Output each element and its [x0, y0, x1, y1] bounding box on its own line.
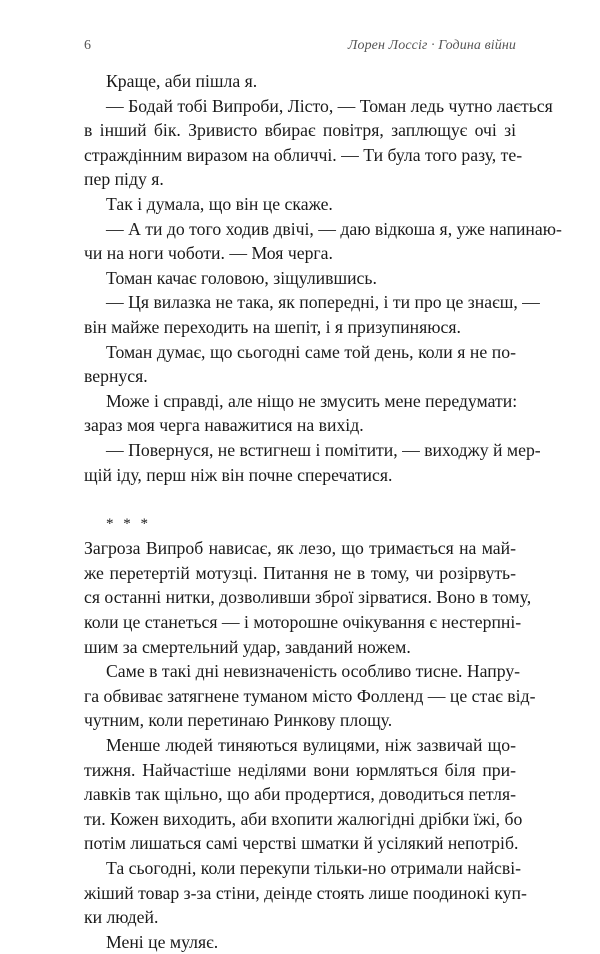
paragraph — [84, 438, 541, 487]
text-line: шим за смертельний удар, завданий ножем. — [84, 636, 411, 657]
text-line: зараз моя черга наважитися на вихід. — [84, 415, 364, 436]
paragraph — [84, 733, 523, 856]
text-line: тижня. Найчастіше неділями вони юрмляться біля при- — [84, 759, 516, 780]
text-line: Може і справді, але ніщо не змусить мене передумати: — [106, 390, 518, 411]
text-line: чи на ноги чоботи. — Моя черга. — [84, 243, 333, 264]
text-line: ки людей. — [84, 907, 159, 928]
paragraph — [84, 930, 516, 954]
text-line: страждінним виразом на обличчі. — Ти була того разу, те- — [84, 144, 523, 165]
text-line: лавків так щільно, що аби продертися, доводиться петля- — [84, 784, 516, 805]
text-line: — Повернуся, не встигнеш і помітити, — виходжу й мер- — [106, 439, 541, 460]
text-line: Томан качає головою, зіщулившись. — [106, 267, 377, 288]
paragraph — [84, 217, 562, 266]
text-line: ся останні нитки, дозволивши зброї зірватися. Воно в тому, — [84, 587, 532, 608]
page-number: 6 — [84, 38, 91, 53]
text-line: коли це станеться — і моторошне очікування є нестерпні- — [84, 612, 522, 633]
page-body — [84, 69, 562, 954]
text-line: Менше людей тиняються вулицями, ніж зазвичай що- — [106, 735, 516, 756]
text-line: вернуся. — [84, 366, 148, 387]
section-gap — [84, 487, 516, 512]
text-line: ти. Кожен виходить, аби вхопити жалюгідні дрібки їжі, бо — [84, 808, 523, 829]
text-line: чутним, коли перетинаю Ринкову площу. — [84, 710, 393, 731]
running-title: Лорен Лоссіг · Година війни — [347, 38, 516, 53]
text-line: жіший товар з-за стіни, деінде стоять лише поодинокі куп- — [84, 882, 527, 903]
paragraph — [84, 69, 516, 94]
text-after-separator — [84, 536, 536, 954]
text-line: Томан думає, що сьогодні саме той день, коли я не по- — [106, 341, 516, 362]
paragraph — [84, 856, 527, 930]
text-line: щій іду, перш ніж він почне сперечатися. — [84, 464, 393, 485]
paragraph — [84, 290, 540, 339]
text-line: — А ти до того ходив двічі, — даю відкоша я, уже напинаю- — [106, 218, 562, 239]
text-line: Загроза Випроб нависає, як лезо, що тримається на май- — [84, 538, 516, 559]
text-line: він майже переходить на шепіт, і я призупиняюся. — [84, 316, 461, 337]
paragraph — [84, 192, 516, 217]
paragraph — [84, 536, 532, 659]
text-line: Саме в такі дні невизначеність особливо тисне. Напру- — [106, 661, 521, 682]
section-separator: * * * — [106, 515, 151, 532]
text-before-separator — [84, 69, 562, 487]
text-line: — Бодай тобі Випроби, Лісто, — Томан ледь чутно лається — [106, 95, 553, 116]
paragraph — [84, 389, 516, 438]
text-line: — Ця вилазка не така, як попередні, і ти про це знаєш, — — [106, 292, 540, 313]
paragraph — [84, 266, 516, 291]
text-line: га обвиває затягнене туманом місто Фолленд — це стає від- — [84, 685, 536, 706]
paragraph — [84, 659, 536, 733]
text-line: же перетертій мотузці. Питання не в тому, чи розірвуть- — [84, 562, 516, 583]
text-line: Мені це муляє. — [106, 931, 219, 952]
text-line: Краще, аби пішла я. — [106, 71, 258, 91]
page-header — [84, 38, 516, 54]
text-line: Та сьогодні, коли перекупи тільки-но отримали найсві- — [106, 858, 521, 878]
text-line: в інший бік. Зривисто вбирає повітря, заплющує очі зі — [84, 120, 516, 141]
text-line: Так і думала, що він це скаже. — [106, 193, 333, 214]
paragraph — [84, 94, 553, 192]
paragraph — [84, 340, 516, 389]
text-line: пер піду я. — [84, 169, 164, 190]
text-line: потім лишаться самі черстві шматки й усілякий непотріб. — [84, 833, 519, 854]
